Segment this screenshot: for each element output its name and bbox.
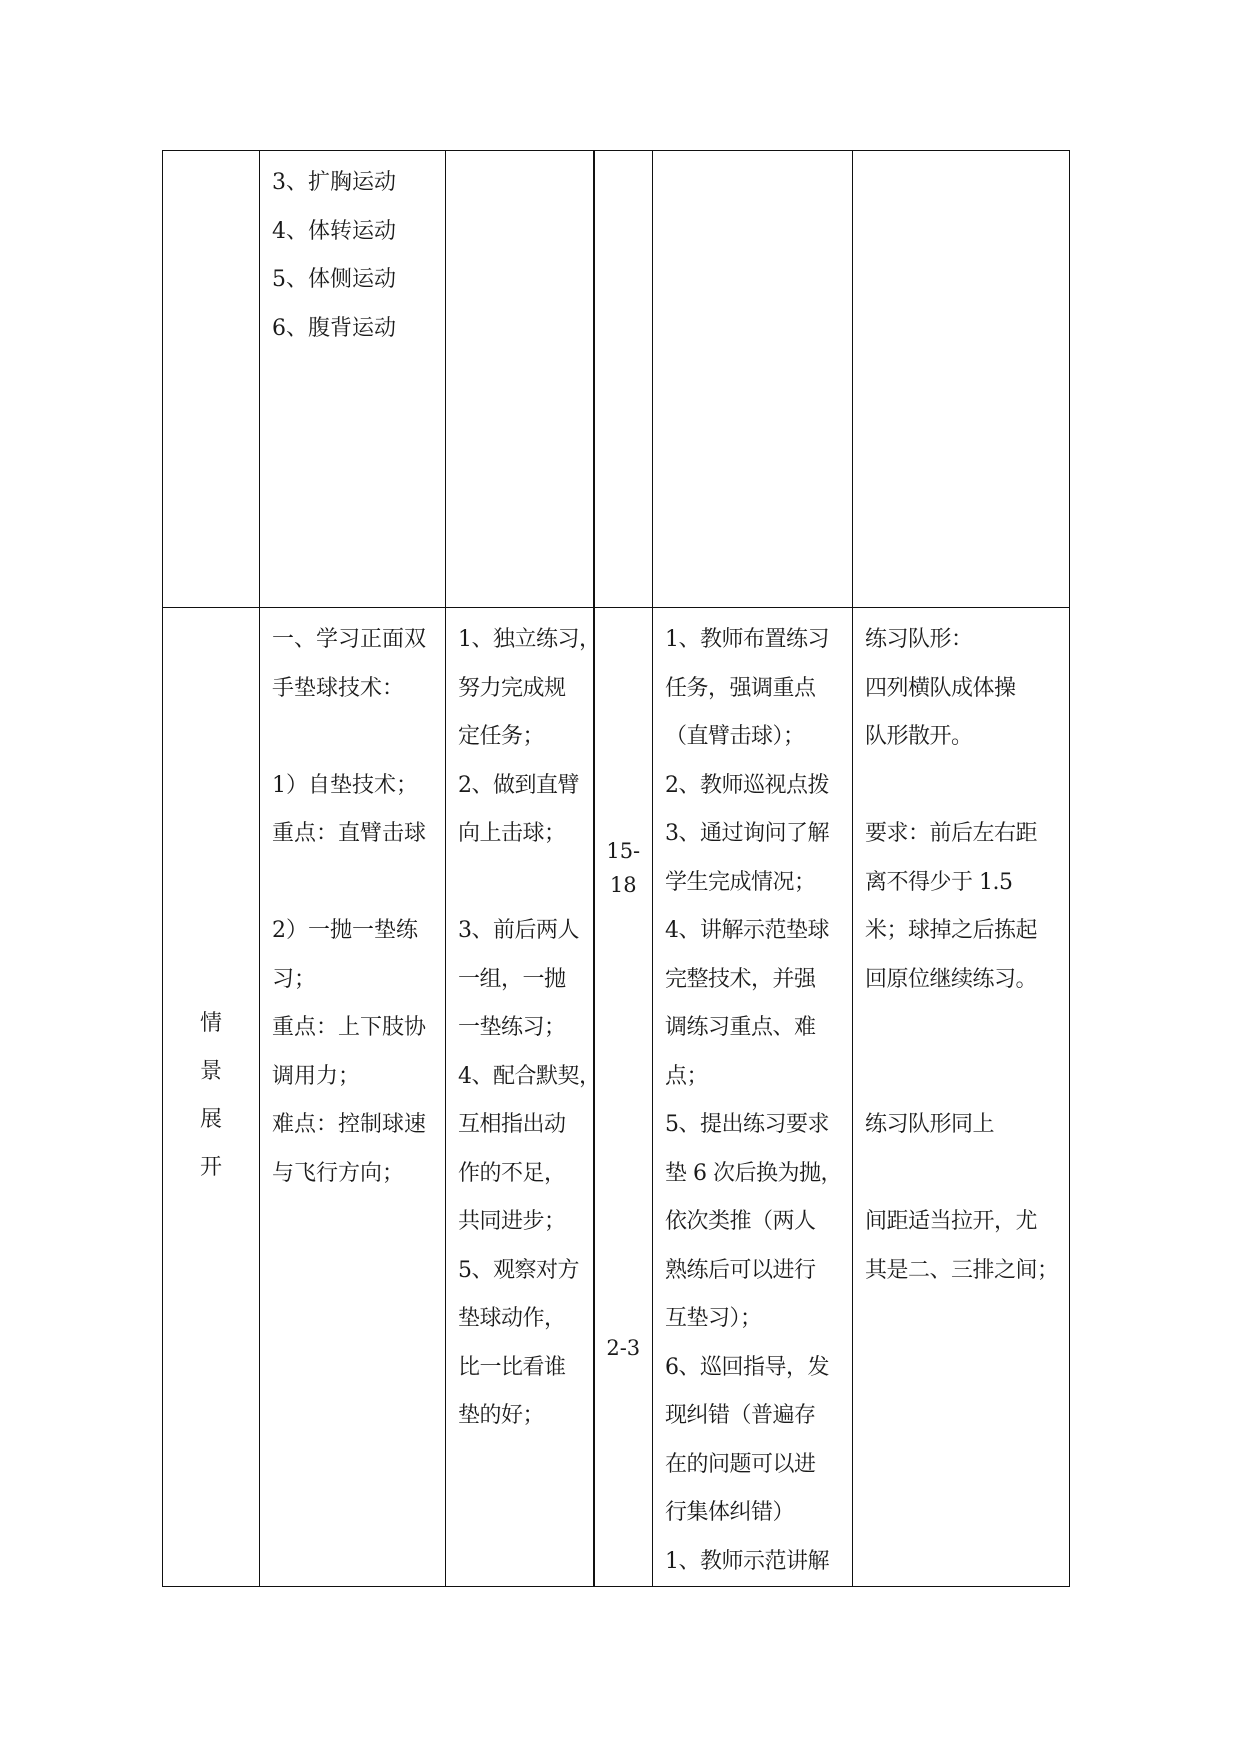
student-activity-cell	[446, 608, 601, 1587]
content-line: 一、学习正面双	[272, 627, 427, 652]
content-line: 2）一抛一垫练	[272, 918, 418, 943]
teacher-line: 垫 6 次后换为抛，	[665, 1160, 842, 1186]
student-line: 共同进步；	[458, 1209, 566, 1234]
organization-cell	[853, 151, 1070, 608]
organization-line: 练习队形同上	[865, 1112, 995, 1137]
organization-cell	[853, 608, 1070, 1587]
student-line: 垫球动作，	[458, 1306, 566, 1331]
exercise-item: 5、体侧运动	[272, 267, 396, 292]
teacher-line: 6、巡回指导，发	[665, 1354, 829, 1380]
content-line: 难点：控制球速	[272, 1112, 427, 1137]
student-line: 作的不足，	[458, 1160, 566, 1186]
time-cell	[594, 151, 653, 608]
teacher-line: 1、教师布置练习	[665, 627, 829, 652]
student-line: 互相指出动	[458, 1112, 566, 1137]
exercise-item: 3、扩胸运动	[272, 170, 396, 195]
organization-line: 练习队形：	[865, 627, 973, 652]
student-line: 一组，一抛	[458, 966, 566, 992]
teacher-line: 2、教师巡视点拨	[665, 772, 829, 798]
teacher-line: 1、教师示范讲解	[665, 1548, 829, 1574]
content-line: 重点：直臂击球	[272, 821, 427, 846]
time-value: 15- 18	[606, 839, 641, 897]
organization-line: 队形散开。	[865, 724, 973, 749]
stage-cell	[163, 151, 260, 608]
organization-line: 要求：前后左右距	[865, 821, 1038, 846]
student-line: 3、前后两人	[458, 918, 579, 943]
organization-line: 间距适当拉开，尤	[865, 1209, 1038, 1234]
teacher-line: 调练习重点、难	[665, 1015, 816, 1040]
teacher-line: 点；	[665, 1063, 709, 1089]
table-row	[163, 608, 1070, 1587]
student-line: 定任务；	[458, 724, 545, 749]
teacher-line: 3、通过询问了解	[665, 821, 829, 846]
organization-line: 其是二、三排之间；	[865, 1257, 1059, 1283]
content-line: 1）自垫技术；	[272, 772, 418, 798]
stage-cell	[163, 608, 260, 1587]
student-line: 一垫练习；	[458, 1015, 566, 1040]
teacher-line: （直臂击球）；	[665, 724, 805, 749]
teacher-activity-cell	[653, 608, 853, 1587]
teacher-line: 熟练后可以进行	[665, 1257, 816, 1283]
teacher-activity-cell	[653, 151, 853, 608]
teacher-line: 现纠错（普遍存	[665, 1403, 816, 1428]
student-line: 5、观察对方	[458, 1257, 579, 1283]
student-line: 努力完成规	[458, 675, 566, 701]
teacher-line: 互垫习）；	[665, 1306, 762, 1331]
teacher-line: 5、提出练习要求	[665, 1112, 829, 1137]
stage-label: 情 景 展 开	[199, 1011, 222, 1180]
exercise-item: 6、腹背运动	[272, 315, 396, 341]
teacher-line: 在的问题可以进	[665, 1451, 816, 1477]
content-line: 重点：上下肢协	[272, 1015, 427, 1040]
teacher-line: 4、讲解示范垫球	[665, 918, 829, 943]
content-line: 习；	[272, 966, 317, 992]
student-line: 垫的好；	[458, 1403, 545, 1428]
teacher-line: 行集体纠错）	[665, 1500, 795, 1525]
organization-line: 回原位继续练习。	[865, 966, 1038, 992]
content-cell	[260, 151, 446, 608]
exercise-item: 4、体转运动	[272, 218, 396, 244]
time-cell	[594, 608, 653, 1587]
student-line: 向上击球；	[458, 821, 566, 846]
student-line: 1、独立练习，	[458, 627, 601, 652]
teacher-line: 依次类推（两人	[665, 1209, 816, 1234]
organization-line: 四列横队成体操	[865, 675, 1016, 701]
content-line: 与飞行方向；	[272, 1160, 405, 1186]
content-line: 调用力；	[272, 1063, 361, 1089]
student-activity-cell	[446, 151, 594, 608]
lesson-plan-table	[162, 150, 1070, 1587]
content-cell	[260, 608, 446, 1587]
content-line: 手垫球技术：	[272, 675, 405, 701]
teacher-line: 完整技术，并强	[665, 966, 816, 992]
teacher-line: 学生完成情况；	[665, 869, 816, 895]
organization-line: 米；球掉之后拣起	[865, 918, 1038, 943]
student-line: 比一比看谁	[458, 1354, 566, 1380]
organization-line: 离不得少于 1.5	[865, 869, 1013, 895]
student-line: 2、做到直臂	[458, 772, 579, 798]
student-line: 4、配合默契，	[458, 1063, 601, 1089]
teacher-line: 任务，强调重点	[665, 675, 816, 701]
time-value: 2-3	[606, 1336, 641, 1360]
table-row	[163, 151, 1070, 608]
